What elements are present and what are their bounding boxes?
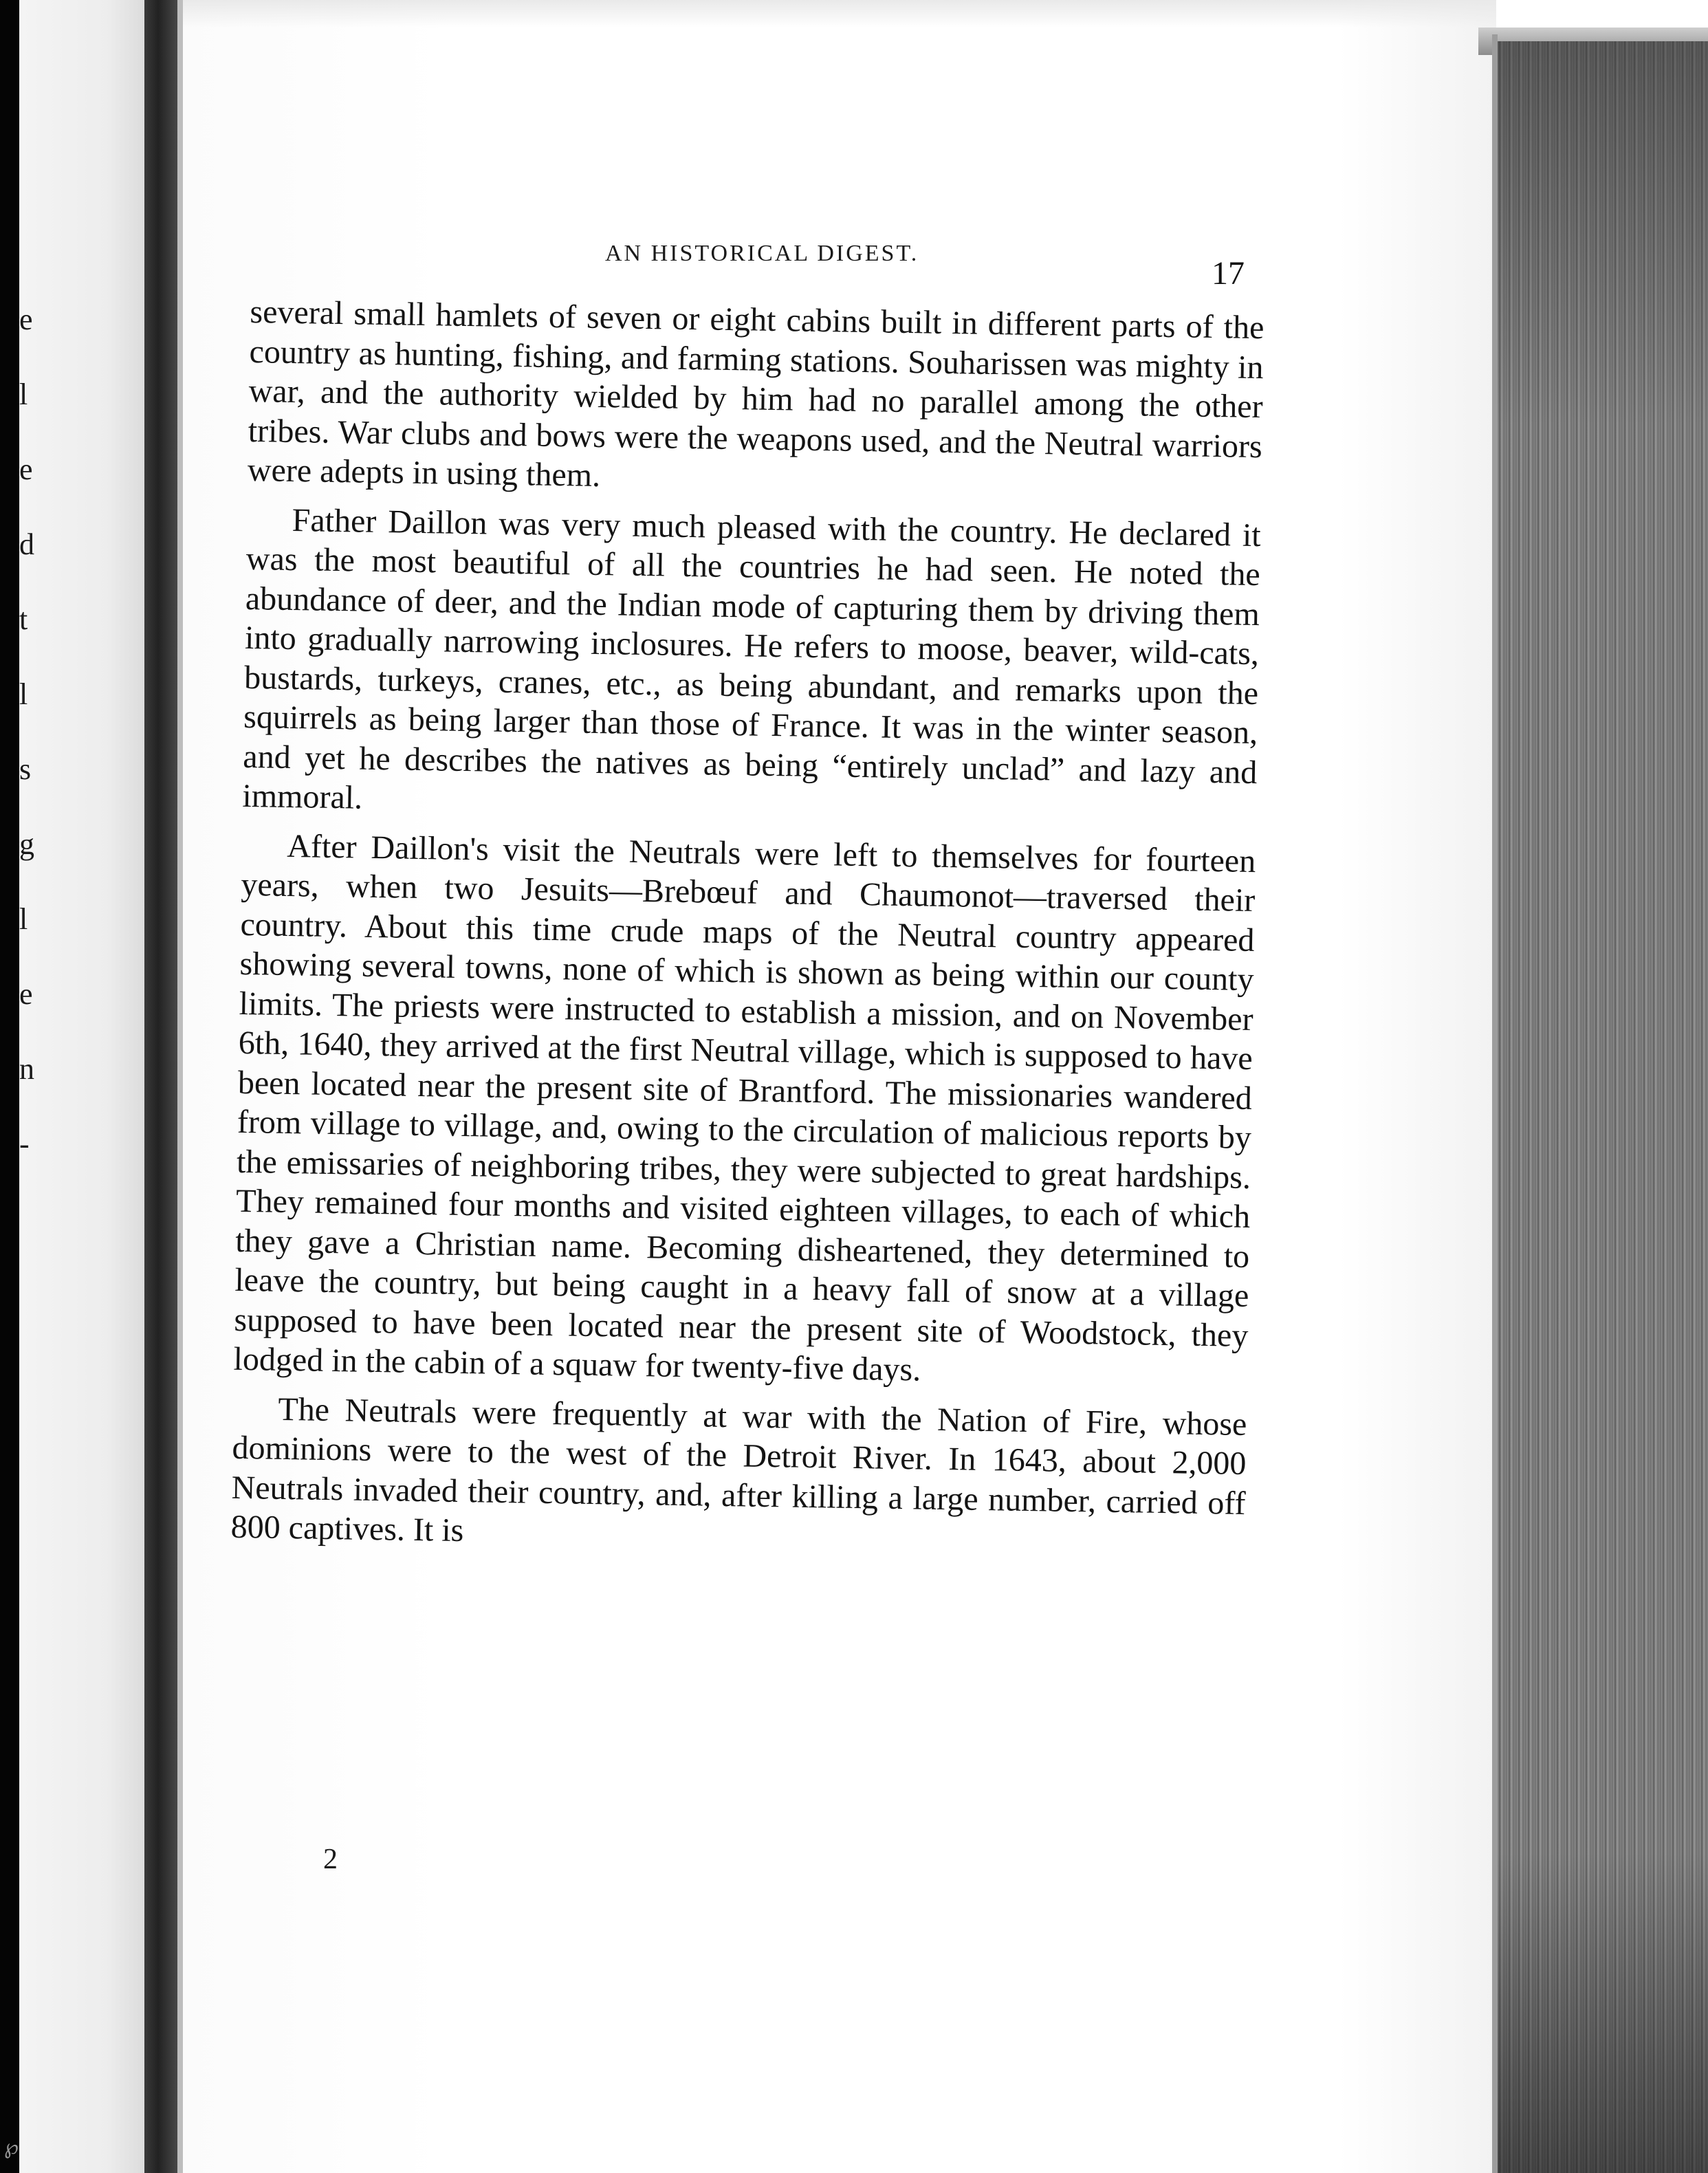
paragraph: Father Daillon was very much pleased with the country. He declared it was the most beautiful of all the countries he had seen. He noted the abundance of deer, and the Indian mode of capturing them by driving them into gradually narrowing inclosures. He refers to moose, beaver, wild-cats, bustards, turkeys, cranes, etc., as being abundant, and remarks upon the squirrels as being larger than those of France. It was in the winter season, and yet he describes the natives as being “entirely unclad” and lazy and immoral. xyxy=(242,501,1262,816)
prev-letter: e xyxy=(19,452,33,486)
book-gutter xyxy=(144,0,179,2173)
prev-letter: l xyxy=(19,677,28,711)
page-top-shadow xyxy=(183,0,1496,28)
prev-letter: g xyxy=(19,827,34,861)
gutter-edge xyxy=(177,0,183,2173)
prev-letter: n xyxy=(19,1052,34,1086)
paragraph: The Neutrals were frequently at war with the Nation of Fire, whose dominions were to the west of the Detroit River. In 1643, about 2,000 Neutrals invaded their country, and, after killing a large number, carried off 800 captives. It is xyxy=(230,1390,1247,1549)
page-edge-line xyxy=(1492,34,1498,2173)
paragraph: several small hamlets of seven or eight cabins built in different parts of the country as hunting, fishing, and farming stations. Souharissen was mighty in war, and the authority wielded by him had no parallel among the other tribes. War clubs and bows were the weapons used, and the Neutral warriors were adepts in using them. xyxy=(247,293,1264,494)
prev-letter: e xyxy=(19,303,33,336)
fore-edge-shade xyxy=(1496,41,1708,2173)
body-text xyxy=(230,292,1264,1562)
prev-letter: l xyxy=(19,378,28,411)
signature-mark: 2 xyxy=(323,1844,338,1875)
previous-page-letters xyxy=(19,282,40,1181)
paragraph: After Daillon's visit the Neutrals were left to themselves for fourteen years, when two Jesuits—Brebœuf and Chaumonot—traversed their country. About this time crude maps of the Neutral country appeared showing several towns, none of which is shown as being within our county limits. The priests were instructed to establish a mission, and on November 6th, 1640, they arrived at the first Neutral village, which is supposed to have been located near the present site of Brantford. The missionaries wandered from village to village, and, owing to the circulation of malicious reports by the emissaries of neighboring tribes, they were subjected to great hardships. They remained four months and visited eighteen villages, to each of which they gave a Christian name. Becoming disheartened, they determined to leave the country, but being caught in a heavy fall of snow at a village supposed to have been located near the present site of Woodstock, they lodged in the cabin of a squaw for twenty-five days. xyxy=(233,827,1256,1388)
prev-letter: s xyxy=(19,752,32,786)
prev-letter: - xyxy=(19,1127,30,1161)
running-head: AN HISTORICAL DIGEST. xyxy=(605,241,919,266)
prev-letter: t xyxy=(19,602,28,636)
prev-letter: e xyxy=(19,977,33,1011)
page-number: 17 xyxy=(1212,255,1245,292)
prev-letter: l xyxy=(19,902,28,936)
scan-mark: ℘ xyxy=(4,2136,19,2159)
scan-border xyxy=(0,0,19,2173)
prev-letter: d xyxy=(19,527,34,561)
previous-page-edge xyxy=(19,0,144,2173)
